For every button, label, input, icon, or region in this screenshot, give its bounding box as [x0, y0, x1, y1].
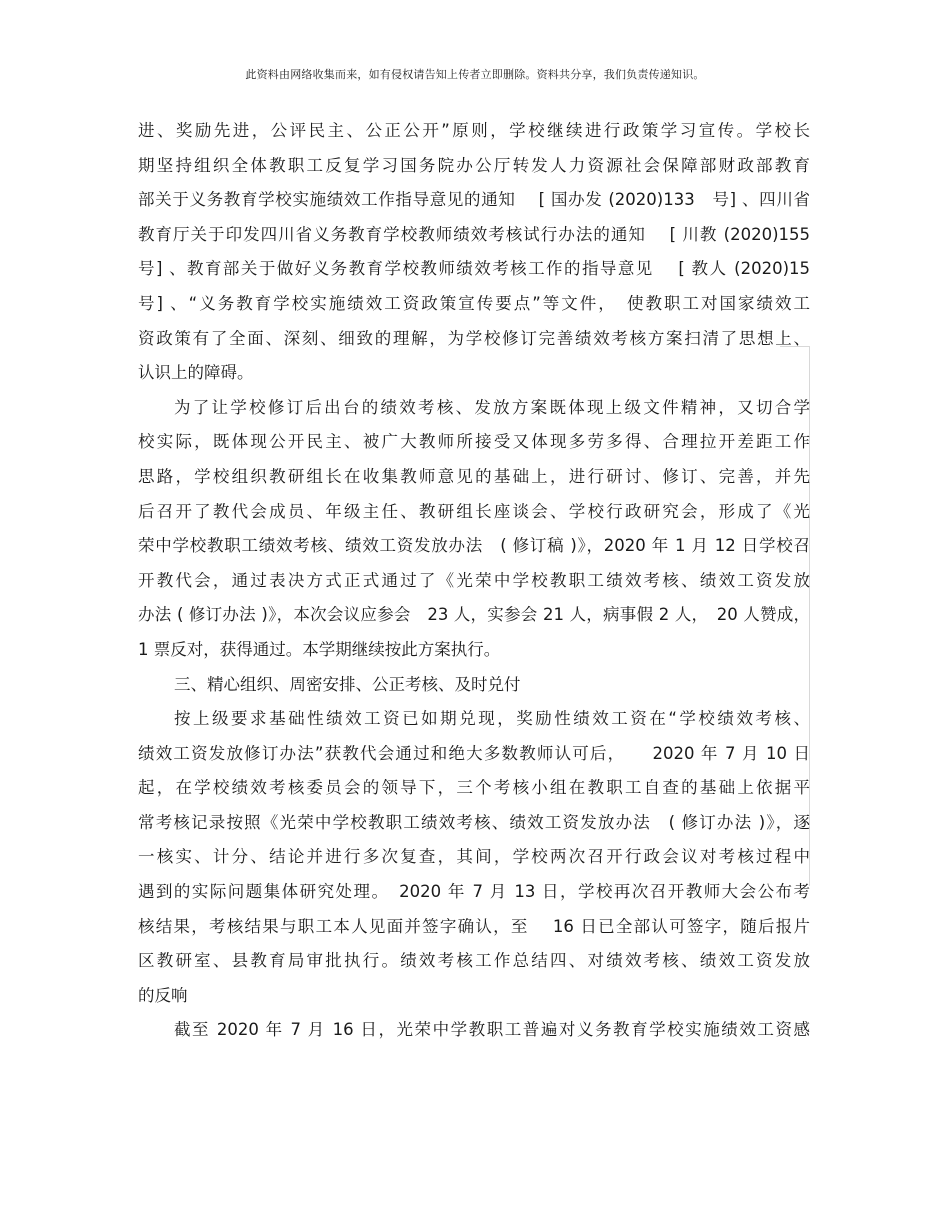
paragraph-first-line: 按上级要求基础性绩效工资已如期兑现，奖励性绩效工资在“学校绩效考核、: [174, 709, 810, 729]
text-line: 进、奖励先进，公评民主、公正公开”原则，学校继续进行政策学习宣传。学校长: [138, 121, 810, 140]
source-disclaimer: 此资料由网络收集而来，如有侵权请告知上传者立即删除。资料共分享，我们负责传递知识。: [245, 68, 705, 81]
text-line: 号] 、“义务教育学校实施绩效工资政策宣传要点”等文件， 使教职工对国家绩效工: [138, 293, 810, 313]
text-line: 的反响: [138, 985, 188, 1005]
text-line: 教育厅关于印发四川省义务教育学校教师绩效考核试行办法的通知 [ 川教 (2020)155: [138, 224, 810, 244]
text-line: 绩效工资发放修订办法”获教代会通过和绝大多数教师认可后， 2020 年 7 月 10 日: [138, 743, 810, 763]
text-line: 区教研室、县教育局审批执行。绩效考核工作总结四、对绩效考核、绩效工资发放: [138, 951, 810, 971]
text-line: 校实际，既体现公开民主、被广大教师所接受又体现多劳多得、合理拉开差距工作: [138, 432, 810, 452]
text-line: 号] 、教育部关于做好义务教育学校教师绩效考核工作的指导意见 [ 教人 (2020)15: [138, 259, 810, 279]
text-line: 荣中学校教职工绩效考核、绩效工资发放办法 ( 修订稿 )》，2020 年 1 月 12 日学校召: [138, 536, 810, 556]
text-line: 1 票反对，获得通过。本学期继续按此方案执行。: [138, 639, 501, 659]
text-line: 思路，学校组织教研组长在收集教师意见的基础上，进行研讨、修订、完善，并先: [138, 466, 810, 486]
text-line: 后召开了教代会成员、年级主任、教研组长座谈会、学校行政研究会，形成了《光: [138, 501, 810, 521]
text-line: 办法 ( 修订办法 )》，本次会议应参会 23 人，实参会 21 人，病事假 2 人， 20 人赞成，: [138, 605, 810, 625]
text-line: 核结果，考核结果与职工本人见面并签字确认，至 16 日已全部认可签字，随后报片: [138, 916, 810, 936]
text-line: 期坚持组织全体教职工反复学习国务院办公厅转发人力资源社会保障部财政部教育: [138, 155, 810, 175]
text-line: 部关于义务教育学校实施绩效工作指导意见的通知 [ 国办发 (2020)133 号] 、四川省: [138, 190, 810, 210]
section-heading: 三、精心组织、周密安排、公正考核、及时兑付: [174, 674, 521, 694]
text-line: 一核实、计分、结论并进行多次复查，其间，学校两次召开行政会议对考核过程中: [138, 847, 810, 867]
text-line: 开教代会，通过表决方式正式通过了《光荣中学校教职工绩效考核、绩效工资发放: [138, 570, 810, 590]
text-line: 常考核记录按照《光荣中学校教职工绩效考核、绩效工资发放办法 ( 修订办法 )》，逐: [138, 812, 810, 832]
text-line: 起，在学校绩效考核委员会的领导下，三个考核小组在教职工自查的基础上依据平: [138, 778, 810, 798]
paragraph-first-line: 截至 2020 年 7 月 16 日，光荣中学教职工普遍对义务教育学校实施绩效工资感: [174, 1020, 810, 1040]
paragraph-first-line: 为了让学校修订后出台的绩效考核、发放方案既体现上级文件精神，又切合学: [174, 397, 810, 417]
text-line: 认识上的障碍。: [138, 363, 254, 383]
text-line: 资政策有了全面、深刻、细致的理解，为学校修订完善绩效考核方案扫清了思想上、: [138, 328, 810, 348]
document-body: [138, 114, 810, 1048]
text-line: 遇到的实际问题集体研究处理。 2020 年 7 月 13 日，学校再次召开教师大会公布考: [138, 882, 810, 902]
